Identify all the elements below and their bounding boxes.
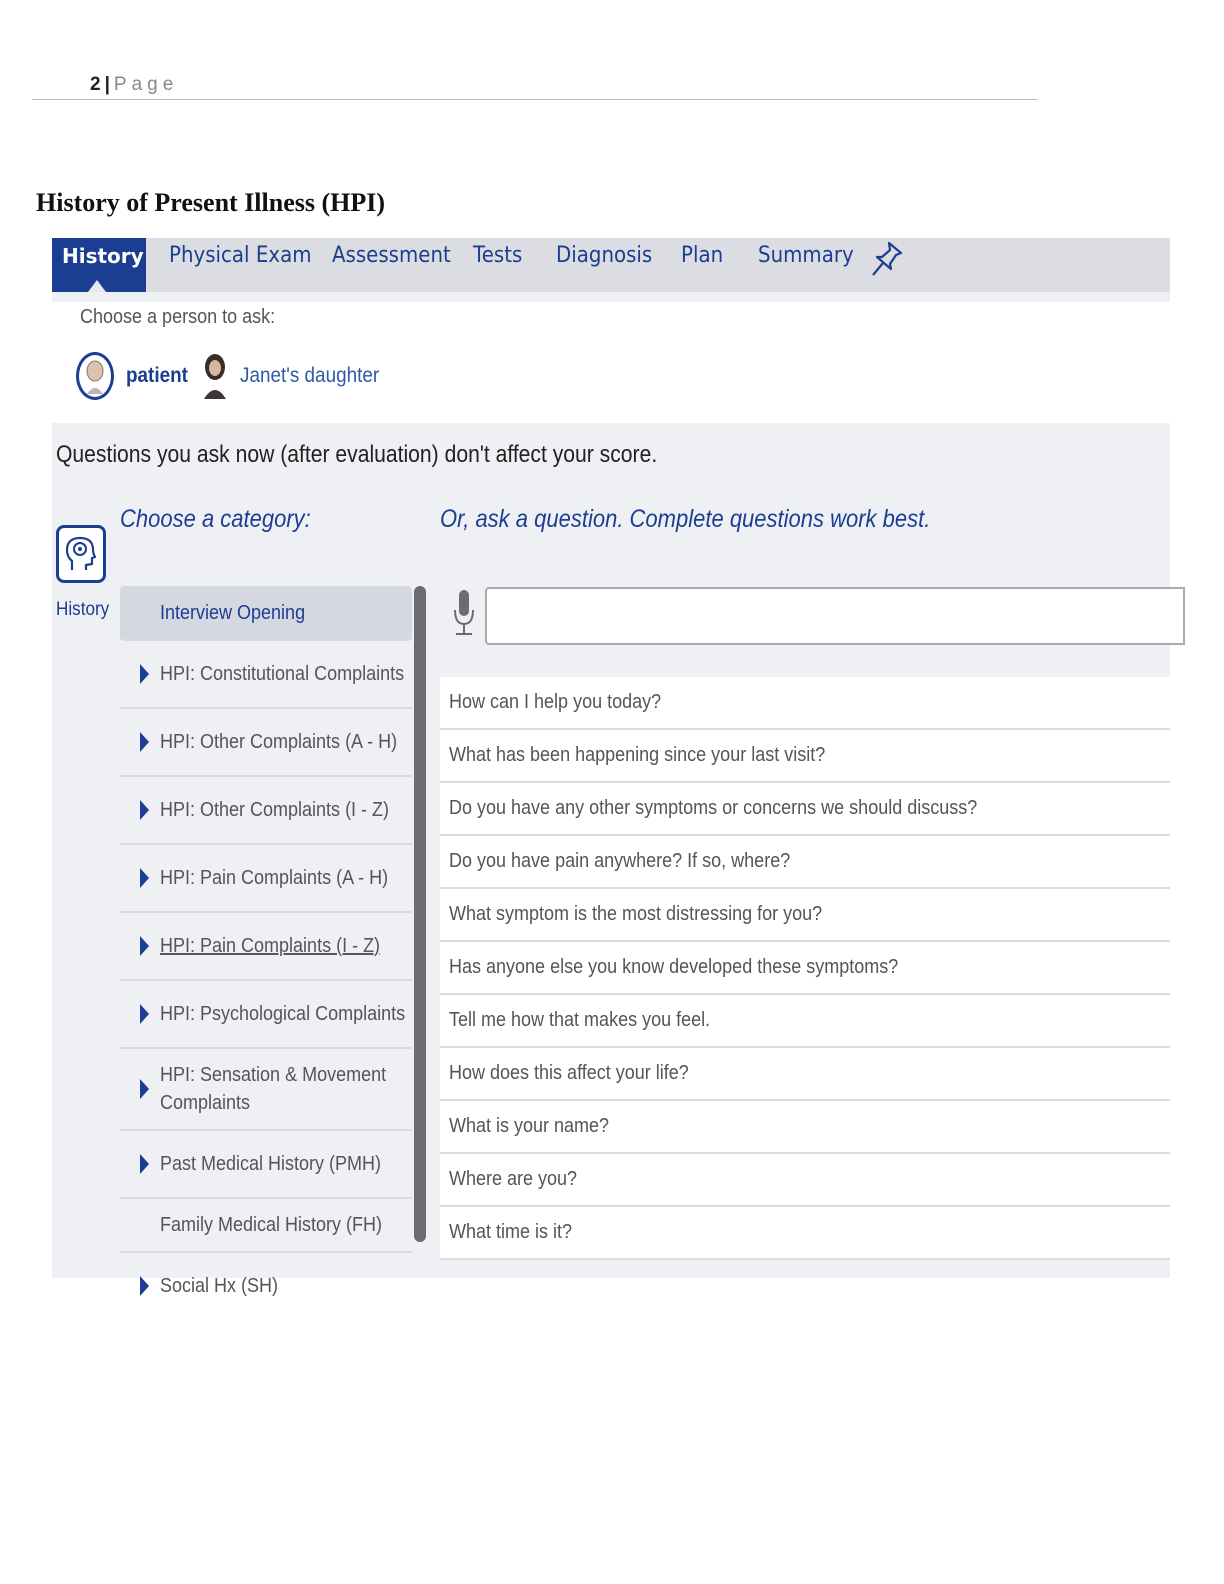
- category-label: HPI: Pain Complaints (A - H): [160, 867, 389, 889]
- category-scrollbar[interactable]: [414, 586, 426, 1242]
- ask-question-label: Or, ask a question. Complete questions work best.: [440, 505, 931, 533]
- page-header: [90, 74, 178, 96]
- question-input[interactable]: [485, 587, 1185, 645]
- microphone-icon[interactable]: [452, 588, 476, 640]
- question-text: What is your name?: [449, 1115, 610, 1137]
- category-item[interactable]: [120, 709, 412, 777]
- question-text: Tell me how that makes you feel.: [449, 1009, 711, 1031]
- question-item[interactable]: [440, 1101, 1170, 1154]
- tab-summary[interactable]: Summary: [758, 243, 854, 268]
- question-item[interactable]: [440, 836, 1170, 889]
- question-list: [440, 677, 1170, 1260]
- question-item[interactable]: [440, 995, 1170, 1048]
- category-item[interactable]: [120, 1131, 412, 1199]
- expand-arrow-icon: [140, 1276, 149, 1296]
- tab-tests[interactable]: Tests: [473, 243, 523, 268]
- category-item[interactable]: [120, 777, 412, 845]
- question-item[interactable]: [440, 1207, 1170, 1260]
- choose-category-label: Choose a category:: [120, 505, 311, 533]
- question-text: Do you have any other symptoms or concerns we should discuss?: [449, 797, 978, 819]
- score-notice: Questions you ask now (after evaluation) don't affect your score.: [56, 441, 658, 468]
- tab-history[interactable]: [52, 238, 146, 292]
- question-text: What time is it?: [449, 1221, 573, 1243]
- category-item[interactable]: [120, 1253, 412, 1319]
- expand-arrow-icon: [140, 800, 149, 820]
- question-item[interactable]: [440, 1154, 1170, 1207]
- category-label: HPI: Other Complaints (A - H): [160, 731, 398, 753]
- category-label: HPI: Psychological Complaints: [160, 1003, 406, 1025]
- question-panel: [52, 423, 1170, 1297]
- tab-label: History: [62, 244, 144, 268]
- question-text: Has anyone else you know developed these symptoms?: [449, 956, 899, 978]
- category-label: [160, 1061, 386, 1117]
- patient-face-icon: [83, 358, 107, 394]
- category-label: Family Medical History (FH): [160, 1214, 383, 1236]
- category-label-line2: Complaints: [160, 1092, 251, 1114]
- question-text: Do you have pain anywhere? If so, where?: [449, 850, 791, 872]
- category-list: [120, 586, 412, 1319]
- expand-arrow-icon: [140, 936, 149, 956]
- history-label: History: [56, 599, 110, 620]
- question-item[interactable]: [440, 730, 1170, 783]
- category-label: Interview Opening: [160, 601, 306, 624]
- question-item[interactable]: [440, 1048, 1170, 1101]
- category-item[interactable]: [120, 1049, 412, 1131]
- expand-arrow-icon: [140, 1079, 149, 1099]
- header-rule: [32, 99, 1038, 100]
- question-text: How does this affect your life?: [449, 1062, 689, 1084]
- top-nav: [52, 238, 1170, 292]
- expand-arrow-icon: [140, 664, 149, 684]
- question-item[interactable]: [440, 677, 1170, 730]
- history-category-button[interactable]: [56, 525, 106, 583]
- question-text: What symptom is the most distressing for you?: [449, 903, 823, 925]
- tab-physical-exam[interactable]: Physical Exam: [169, 243, 312, 268]
- category-label-line1: HPI: Sensation & Movement: [160, 1064, 387, 1086]
- category-label: Past Medical History (PMH): [160, 1153, 382, 1175]
- patient-avatar: [76, 352, 114, 400]
- tab-diagnosis[interactable]: Diagnosis: [556, 243, 653, 268]
- choose-person-label: Choose a person to ask:: [80, 306, 276, 328]
- daughter-avatar-icon: [202, 353, 228, 399]
- document-title: History of Present Illness (HPI): [36, 188, 386, 217]
- question-item[interactable]: [440, 783, 1170, 836]
- tab-assessment[interactable]: Assessment: [332, 243, 451, 268]
- app-screenshot: [52, 238, 1170, 1297]
- category-label: HPI: Constitutional Complaints: [160, 663, 405, 685]
- category-item[interactable]: [120, 641, 412, 709]
- category-item[interactable]: [120, 981, 412, 1049]
- question-text: Where are you?: [449, 1168, 578, 1190]
- nav-underbar: [52, 292, 1170, 302]
- category-item[interactable]: [120, 845, 412, 913]
- category-item[interactable]: [120, 913, 412, 981]
- category-item[interactable]: [120, 586, 412, 641]
- person-patient[interactable]: [76, 348, 195, 404]
- expand-arrow-icon: [140, 868, 149, 888]
- question-text: How can I help you today?: [449, 691, 662, 713]
- pin-icon[interactable]: [870, 240, 904, 278]
- active-tab-caret: [88, 280, 106, 292]
- daughter-name: Janet's daughter: [240, 364, 380, 387]
- category-item[interactable]: [120, 1199, 412, 1253]
- person-daughter[interactable]: [202, 348, 395, 404]
- expand-arrow-icon: [140, 1004, 149, 1024]
- question-text: What has been happening since your last visit?: [449, 744, 826, 766]
- expand-arrow-icon: [140, 1154, 149, 1174]
- expand-arrow-icon: [140, 732, 149, 752]
- tab-plan[interactable]: Plan: [681, 243, 724, 268]
- category-label: HPI: Other Complaints (I - Z): [160, 799, 390, 821]
- question-item[interactable]: [440, 942, 1170, 995]
- patient-name: patient: [126, 364, 188, 387]
- head-icon: [64, 534, 98, 574]
- category-label: HPI: Pain Complaints (I - Z): [160, 935, 381, 957]
- question-item[interactable]: [440, 889, 1170, 942]
- category-label: Social Hx (SH): [160, 1275, 279, 1297]
- page-separator: |: [104, 74, 110, 95]
- page-number: 2: [90, 74, 101, 95]
- page-word: Page: [113, 74, 179, 95]
